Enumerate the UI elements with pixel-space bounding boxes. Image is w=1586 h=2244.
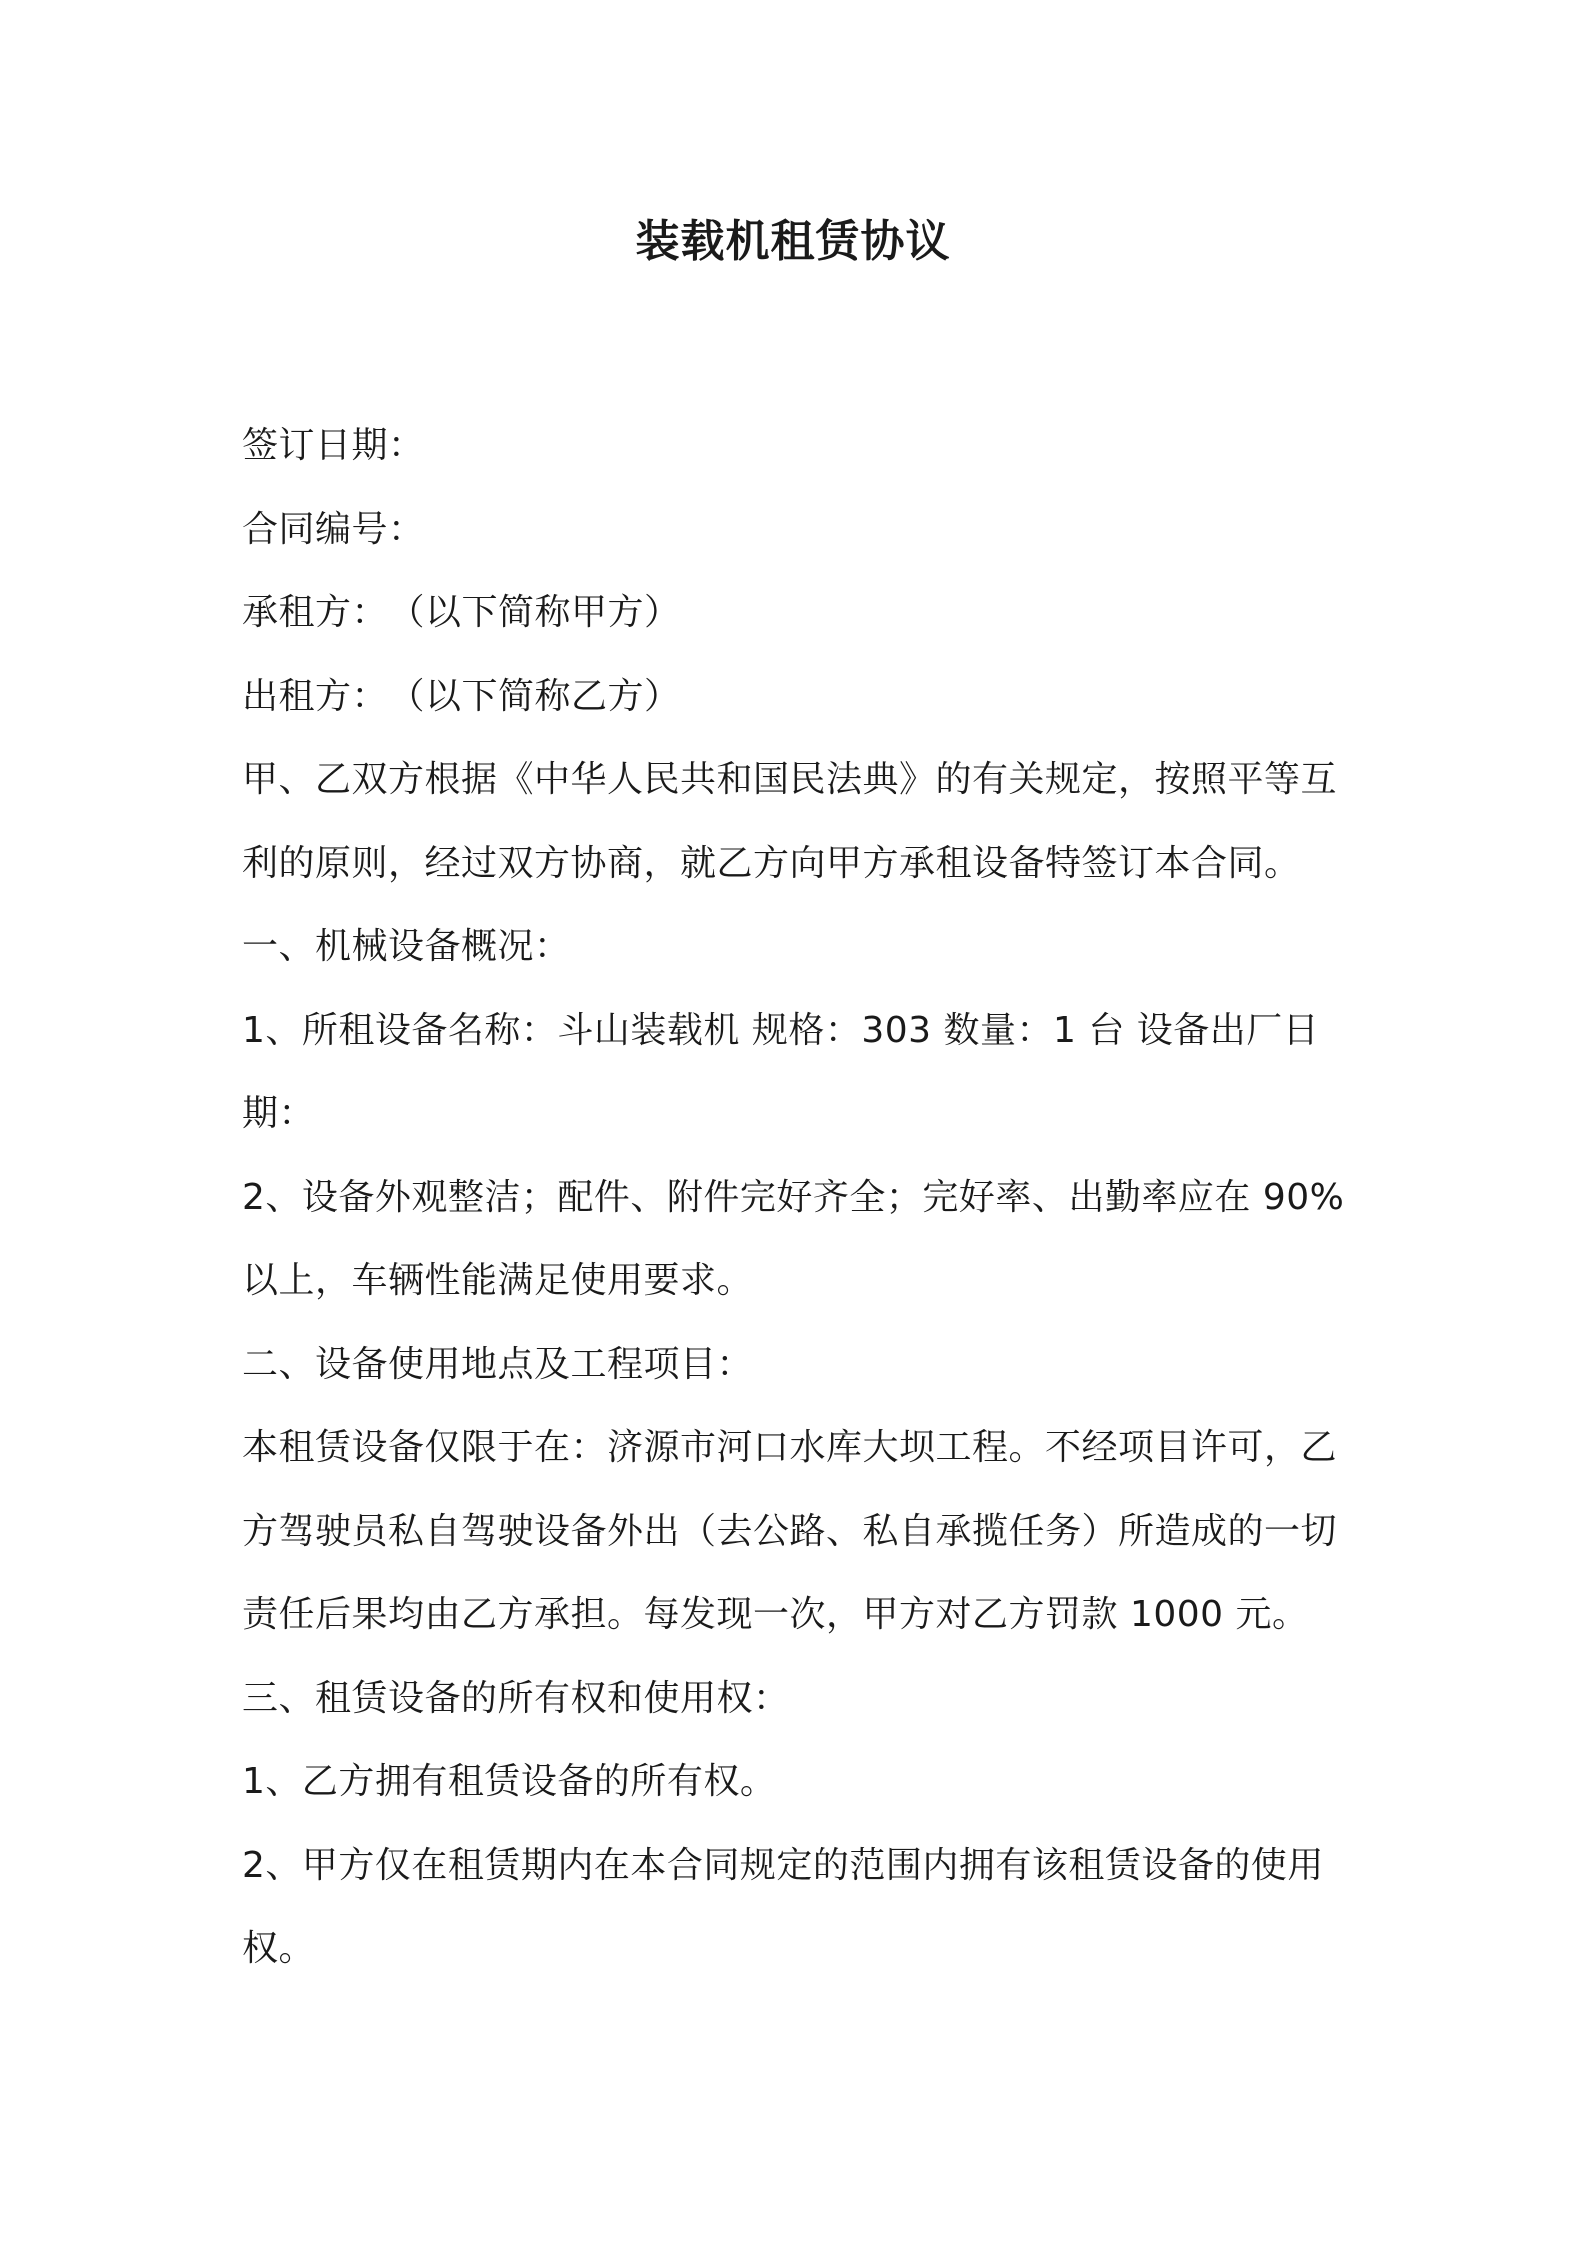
section-1-item-2-line-1: 2、设备外观整洁；配件、附件完好齐全；完好率、出勤率应在 90% — [242, 1176, 1345, 1218]
preamble-line-2: 利的原则，经过双方协商，就乙方向甲方承租设备特签订本合同。 — [242, 842, 1301, 884]
section-3-item-1: 1、乙方拥有租赁设备的所有权。 — [242, 1761, 777, 1802]
section-2-paragraph-line-1: 本租赁设备仅限于在：济源市河口水库大坝工程。不经项目许可，乙 — [242, 1427, 1338, 1468]
section-3-item-2-line-2: 权。 — [242, 1928, 316, 1969]
section-1-item-1-line-2: 期： — [242, 1093, 316, 1134]
document-body — [242, 404, 1352, 1991]
section-2-heading: 二、设备使用地点及工程项目： — [242, 1343, 754, 1385]
section-1-item-2-line-2: 以上，车辆性能满足使用要求。 — [242, 1260, 754, 1301]
document-title: 装载机租赁协议 — [635, 216, 951, 267]
preamble-line-1: 甲、乙双方根据《中华人民共和国民法典》的有关规定，按照平等互 — [242, 759, 1338, 800]
section-3-item-2-line-1: 2、甲方仅在租赁期内在本合同规定的范围内拥有该租赁设备的使用 — [242, 1844, 1324, 1886]
section-3-heading: 三、租赁设备的所有权和使用权： — [242, 1677, 790, 1719]
lessor-line: 出租方： （以下简称乙方） — [242, 675, 681, 717]
lessee-line: 承租方： （以下简称甲方） — [242, 592, 681, 633]
contract-number-line: 合同编号： — [242, 508, 425, 550]
section-1-heading: 一、机械设备概况： — [242, 926, 571, 967]
section-2-paragraph-line-3: 责任后果均由乙方承担。每发现一次，甲方对乙方罚款 1000 元。 — [242, 1594, 1309, 1635]
signing-date-line: 签订日期： — [242, 425, 425, 466]
section-2-paragraph-line-2: 方驾驶员私自驾驶设备外出（去公路、私自承揽任务）所造成的一切 — [242, 1510, 1338, 1552]
section-1-item-1-line-1: 1、所租设备名称：斗山装载机 规格：303 数量：1 台 设备出厂日 — [242, 1009, 1320, 1051]
